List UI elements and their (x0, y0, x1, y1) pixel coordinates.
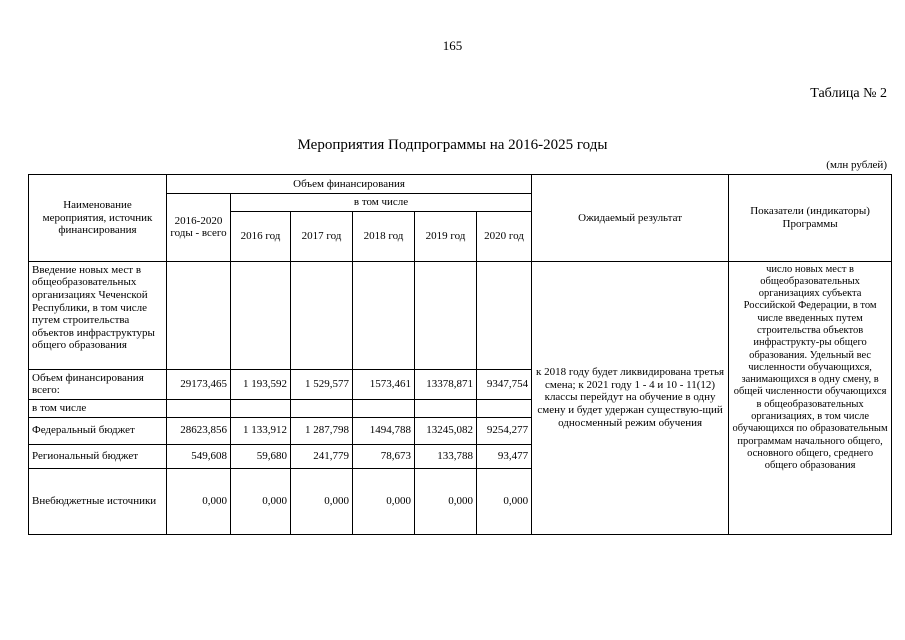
header-funding: Объем финансирования (167, 175, 532, 194)
header-year: 2016 год (231, 211, 291, 261)
value-cell: 241,779 (291, 444, 353, 468)
value-cell: 0,000 (231, 468, 291, 534)
value-cell: 29173,465 (167, 369, 231, 399)
header-name: Наименование мероприятия, источник финансирования (29, 175, 167, 262)
expected-result: к 2018 году будет ликвидирована третья смена; к 2021 году 1 - 4 и 10 - 11(12) классы перейдут на обучение в одну смену и будет удержан существую-щий односменный режим обучения (532, 261, 729, 534)
unit-label: (млн рублей) (826, 159, 887, 171)
value-cell: 59,680 (231, 444, 291, 468)
value-cell: 1 287,798 (291, 417, 353, 444)
value-cell: 0,000 (291, 468, 353, 534)
row-label: Введение новых мест в общеобразовательных организациях Чеченской Республики, в том числе путем строительства объектов инфраструктуры общего образования (29, 261, 167, 369)
header-year: 2018 год (353, 211, 415, 261)
value-cell: 0,000 (415, 468, 477, 534)
table-row (29, 261, 892, 369)
value-cell: 0,000 (167, 468, 231, 534)
value-cell: 0,000 (353, 468, 415, 534)
header-result: Ожидаемый результат (532, 175, 729, 262)
value-cell: 549,608 (167, 444, 231, 468)
value-cell: 133,788 (415, 444, 477, 468)
row-label: Объем финансирования всего: (29, 369, 167, 399)
header-total: 2016-2020 годы - всего (167, 194, 231, 262)
value-cell: 1 133,912 (231, 417, 291, 444)
page-number: 165 (442, 38, 463, 53)
value-cell: 9254,277 (477, 417, 532, 444)
row-label: Федеральный бюджет (29, 417, 167, 444)
value-cell: 0,000 (477, 468, 532, 534)
value-cell: 13245,082 (415, 417, 477, 444)
value-cell: 78,673 (353, 444, 415, 468)
value-cell: 1573,461 (353, 369, 415, 399)
header-including: в том числе (231, 194, 532, 212)
value-cell: 13378,871 (415, 369, 477, 399)
table-label: Таблица № 2 (810, 86, 887, 101)
value-cell: 1 529,577 (291, 369, 353, 399)
value-cell: 9347,754 (477, 369, 532, 399)
header-indicators: Показатели (индикаторы) Программы (729, 175, 892, 262)
document-title: Мероприятия Подпрограммы на 2016-2025 годы (297, 137, 608, 153)
header-year: 2019 год (415, 211, 477, 261)
row-label: Внебюджетные источники (29, 468, 167, 534)
financing-table (28, 174, 892, 535)
value-cell: 93,477 (477, 444, 532, 468)
row-label: в том числе (29, 399, 167, 417)
value-cell: 1494,788 (353, 417, 415, 444)
value-cell: 1 193,592 (231, 369, 291, 399)
indicators: число новых мест в общеобразовательных организациях субъекта Российской Федерации, в том числе введенных путем строительства объектов инфраструкту-ры общего образования. Удельный вес численности обучающихся, занимающихся в одну смену, в общей численности обучающихся в общеобразовательных организациях, в том числе обучающихся по образовательным программам начального общего, основного общего, среднего общего образования (729, 261, 892, 534)
header-year: 2020 год (477, 211, 532, 261)
header-year: 2017 год (291, 211, 353, 261)
row-label: Региональный бюджет (29, 444, 167, 468)
value-cell: 28623,856 (167, 417, 231, 444)
